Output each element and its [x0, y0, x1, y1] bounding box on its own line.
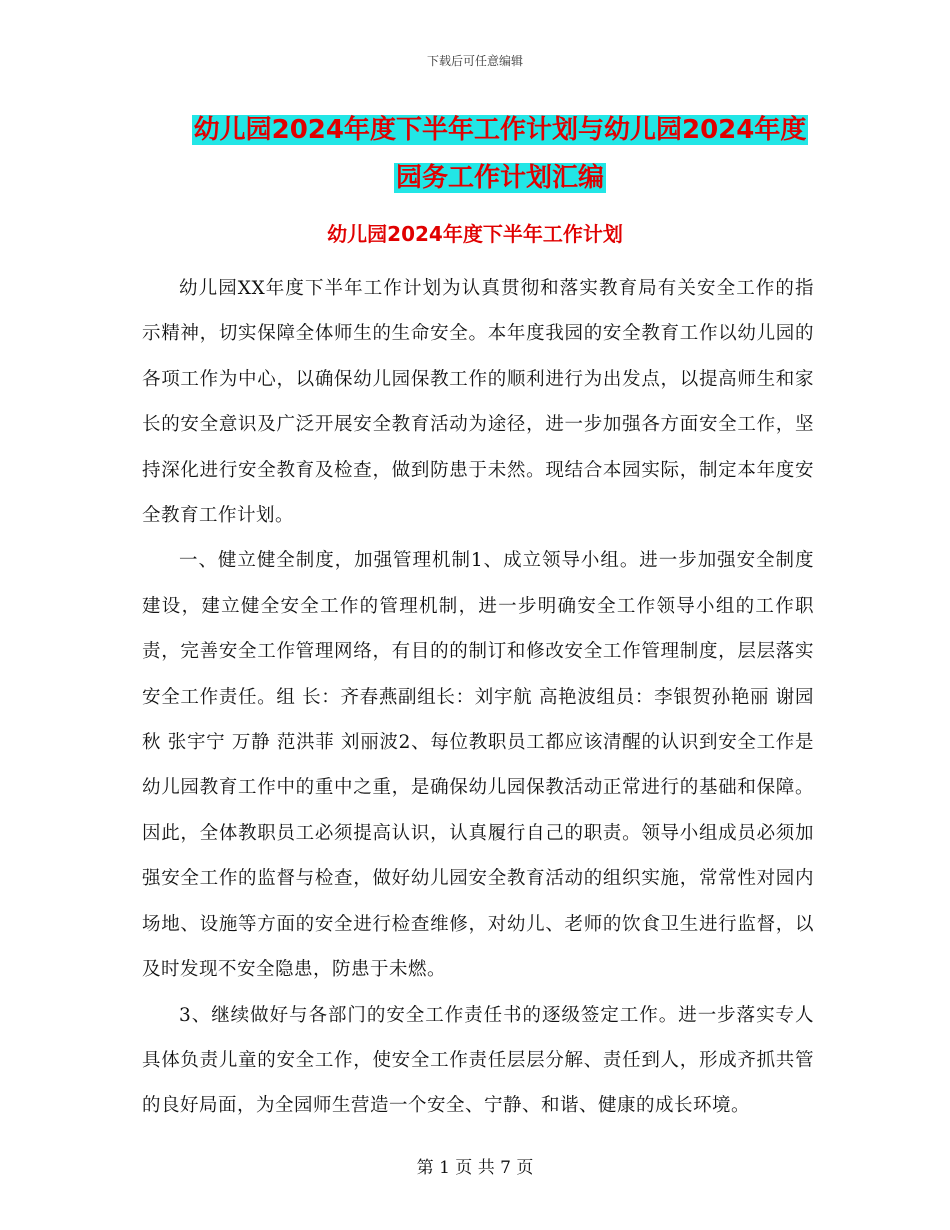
document-body: [142, 266, 814, 1129]
section-title: 幼儿园2024年度下半年工作计划: [327, 222, 623, 246]
document-title-line-1: 幼儿园2024年度下半年工作计划与幼儿园2024年度: [193, 115, 807, 145]
paragraph-3: 3、继续做好与各部门的安全工作责任书的逐级签定工作。进一步落实专人具体负责儿童的安全工作，使安全工作责任层层分解、责任到人，形成齐抓共管的良好局面，为全园师生营造一个安全、宁静、和谐、健康的成长环境。: [142, 1004, 814, 1117]
header-note: 下载后可任意编辑: [426, 54, 523, 68]
paragraph-2: 一、健立健全制度，加强管理机制1、成立领导小组。进一步加强安全制度建设，建立健全安全工作的管理机制，进一步明确安全工作领导小组的工作职责，完善安全工作管理网络，有目的的制订和修改安全工作管理制度，层层落实安全工作责任。组 长：齐春燕副组长：刘宇航 高艳波组员：李银贺孙艳丽 谢园秋 张宇宁 万静 范洪菲 刘丽波2、每位教职员工都应该清醒的认识到安全工作是幼儿园教育工作中的重中之重，是确保幼儿园保教活动正常进行的基础和保障。因此，全体教职员工必须提高认识，认真履行自己的职责。领导小组成员必须加强安全工作的监督与检查，做好幼儿园安全教育活动的组织实施，常常性对园内场地、设施等方面的安全进行检查维修，对幼儿、老师的饮食卫生进行监督，以及时发现不安全隐患，防患于未燃。: [142, 550, 814, 981]
paragraph-1: 幼儿园XX年度下半年工作计划为认真贯彻和落实教育局有关安全工作的指示精神，切实保障全体师生的生命安全。本年度我园的安全教育工作以幼儿园的各项工作为中心，以确保幼儿园保教工作的顺利进行为出发点，以提高师生和家长的安全意识及广泛开展安全教育活动为途径，进一步加强各方面安全工作，坚持深化进行安全教育及检查，做到防患于未然。现结合本园实际，制定本年度安全教育工作计划。: [142, 278, 814, 527]
document-title-line-2: 园务工作计划汇编: [395, 163, 604, 193]
page-number-footer: 第 1 页 共 7 页: [416, 1158, 534, 1178]
document-title: [150, 106, 850, 202]
